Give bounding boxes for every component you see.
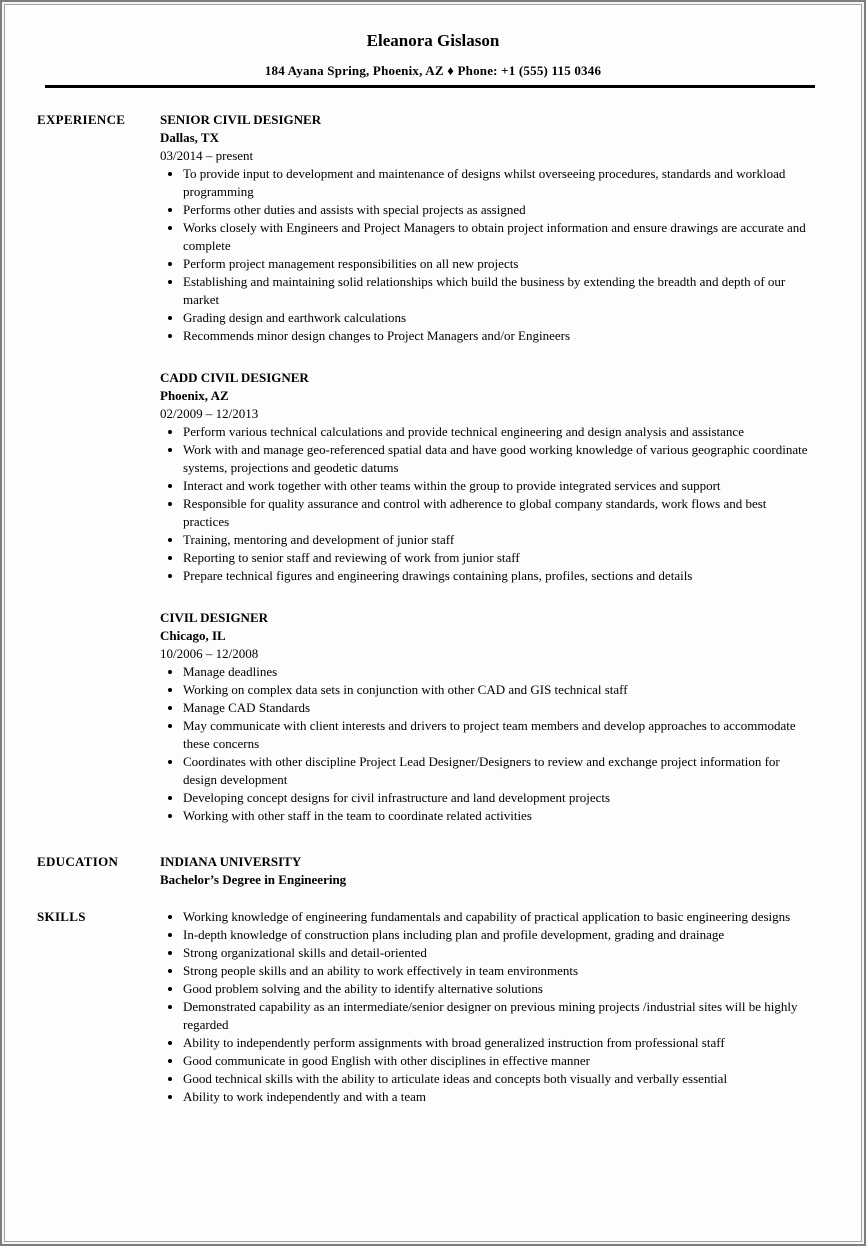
bullet-item: • Manage deadlines	[183, 663, 815, 681]
bullet-item: • Strong people skills and an ability to work effectively in team environments	[183, 962, 815, 980]
experience-section	[37, 111, 815, 825]
job-title: CIVIL DESIGNER	[160, 610, 269, 625]
job-title: CADD CIVIL DESIGNER	[160, 370, 309, 385]
candidate-name: Eleanora Gislason	[366, 31, 500, 50]
bullet-item: • Perform various technical calculations and provide technical engineering and design analysis and assistance	[183, 423, 815, 441]
contact-line: 184 Ayana Spring, Phoenix, AZ ♦ Phone: +1 (555) 115 0346	[264, 63, 602, 78]
section-label-skills: SKILLS	[37, 909, 86, 924]
bullet-item: • Reporting to senior staff and reviewing of work from junior staff	[183, 549, 815, 567]
job-dates: 02/2009 – 12/2013	[160, 406, 259, 421]
bullet-item: • Recommends minor design changes to Project Managers and/or Engineers	[183, 327, 815, 345]
bullet-item: • Demonstrated capability as an intermediate/senior designer on previous mining projects /industrial sites will be highly regarded	[183, 998, 815, 1034]
bullet-item: • Working with other staff in the team to coordinate related activities	[183, 807, 815, 825]
skills-list	[160, 908, 815, 1106]
jobs-container	[160, 111, 815, 825]
section-label-experience: EXPERIENCE	[37, 112, 126, 127]
school-name: INDIANA UNIVERSITY	[160, 854, 302, 869]
bullet-item: • Interact and work together with other teams within the group to provide integrated services and support	[183, 477, 815, 495]
bullet-item: • Training, mentoring and development of junior staff	[183, 531, 815, 549]
header-divider	[45, 85, 815, 88]
bullet-item: • Good problem solving and the ability to identify alternative solutions	[183, 980, 815, 998]
bullet-item: • Coordinates with other discipline Project Lead Designer/Designers to review and exchange project information for design development	[183, 753, 815, 789]
bullet-item: • Responsible for quality assurance and control with adherence to global company standards, work flows and best practices	[183, 495, 815, 531]
bullet-item: • Developing concept designs for civil infrastructure and land development projects	[183, 789, 815, 807]
skills-body	[160, 908, 815, 1106]
job-bullet-list	[160, 423, 815, 585]
bullet-item: • May communicate with client interests and drivers to project team members and develop approaches to accommodate these concerns	[183, 717, 815, 753]
section-label-education: EDUCATION	[37, 854, 119, 869]
job-bullet-list	[160, 165, 815, 345]
bullet-item: • In-depth knowledge of construction plans including plan and profile development, grading and drainage	[183, 926, 815, 944]
bullet-item: • Good technical skills with the ability to articulate ideas and concepts both visually and verbally essential	[183, 1070, 815, 1088]
job-entry	[160, 111, 815, 345]
bullet-item: • Grading design and earthwork calculations	[183, 309, 815, 327]
bullet-item: • To provide input to development and maintenance of designs whilst overseeing procedures, standards and workload programming	[183, 165, 815, 201]
bullet-item: • Ability to work independently and with a team	[183, 1088, 815, 1106]
degree-name: Bachelor’s Degree in Engineering	[160, 872, 347, 887]
job-title: SENIOR CIVIL DESIGNER	[160, 112, 322, 127]
bullet-item: • Establishing and maintaining solid relationships which build the business by extending the breadth and depth of our market	[183, 273, 815, 309]
bullet-item: • Working on complex data sets in conjunction with other CAD and GIS technical staff	[183, 681, 815, 699]
bullet-item: • Work with and manage geo-referenced spatial data and have good working knowledge of various geographic coordinate systems, projections and geodetic datums	[183, 441, 815, 477]
bullet-item: • Perform project management responsibilities on all new projects	[183, 255, 815, 273]
resume-page	[4, 4, 862, 1242]
bullet-item: • Good communicate in good English with other disciplines in effective manner	[183, 1052, 815, 1070]
job-entry	[160, 369, 815, 585]
job-entry	[160, 609, 815, 825]
job-dates: 10/2006 – 12/2008	[160, 646, 259, 661]
job-location: Phoenix, AZ	[160, 388, 229, 403]
skills-section	[37, 908, 815, 1106]
bullet-item: • Ability to independently perform assignments with broad generalized instruction from professional staff	[183, 1034, 815, 1052]
bullet-item: • Prepare technical figures and engineering drawings containing plans, profiles, sections and details	[183, 567, 815, 585]
job-dates: 03/2014 – present	[160, 148, 254, 163]
job-location: Dallas, TX	[160, 130, 219, 145]
job-location: Chicago, IL	[160, 628, 226, 643]
bullet-item: • Manage CAD Standards	[183, 699, 815, 717]
bullet-item: • Working knowledge of engineering fundamentals and capability of practical application to basic engineering designs	[183, 908, 815, 926]
bullet-item: • Strong organizational skills and detail-oriented	[183, 944, 815, 962]
resume-body	[5, 111, 861, 1106]
resume-header	[5, 5, 861, 80]
bullet-item: • Works closely with Engineers and Project Managers to obtain project information and ensure drawings are accurate and complete	[183, 219, 815, 255]
education-section	[37, 853, 815, 889]
education-body	[160, 853, 815, 889]
bullet-item: • Performs other duties and assists with special projects as assigned	[183, 201, 815, 219]
job-bullet-list	[160, 663, 815, 825]
